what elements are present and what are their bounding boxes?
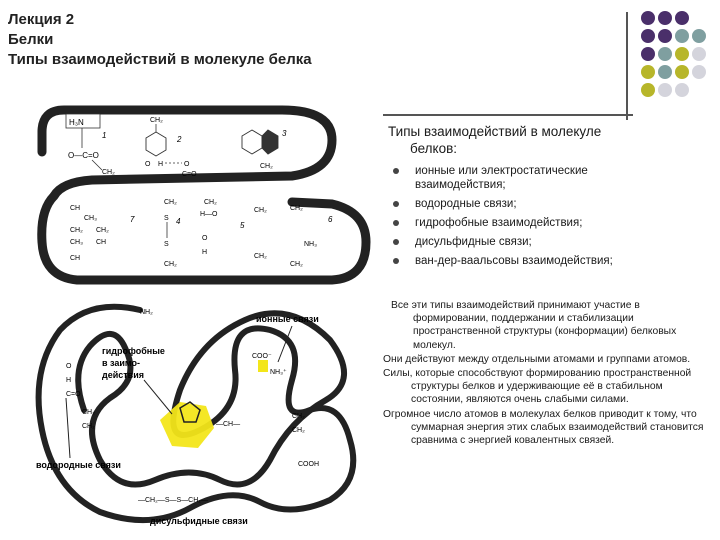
decor-dot (641, 83, 655, 97)
bullet-icon (393, 239, 399, 245)
list-item: дисульфидные связи; (393, 235, 693, 249)
decor-vertical-line (626, 12, 628, 120)
decor-dot (641, 65, 655, 79)
svg-text:O: O (184, 161, 190, 168)
svg-text:7: 7 (130, 215, 135, 224)
svg-text:NH₃: NH₃ (304, 241, 317, 248)
decor-dot (675, 83, 689, 97)
svg-text:CH₂: CH₂ (150, 117, 163, 124)
protein-interactions-diagram (32, 92, 372, 287)
svg-text:CH₃: CH₃ (70, 239, 83, 246)
decor-horizontal-line (383, 114, 633, 116)
decor-dot (675, 11, 689, 25)
svg-text:5: 5 (240, 221, 245, 230)
svg-text:6: 6 (328, 215, 333, 224)
label-disulfide-bonds: дисульфидные связи (150, 516, 248, 526)
svg-text:H: H (66, 377, 72, 384)
svg-text:COO⁻: COO⁻ (252, 353, 272, 360)
list-item: гидрофобные взаимодействия; (393, 216, 693, 230)
svg-text:—CH—: —CH— (216, 421, 241, 428)
svg-text:H: H (158, 161, 164, 168)
svg-text:CH₂: CH₂ (82, 423, 95, 430)
svg-text:CH₃: CH₃ (84, 215, 97, 222)
svg-text:CH₂: CH₂ (290, 261, 303, 268)
bullet-icon (393, 220, 399, 226)
svg-text:S: S (164, 241, 169, 248)
title-line-topic: Типы взаимодействий в молекуле белка (8, 51, 312, 68)
decor-dot (641, 29, 655, 43)
decor-dot (675, 65, 689, 79)
decor-dot (692, 29, 706, 43)
svg-text:CH₂: CH₂ (164, 199, 177, 206)
svg-text:S: S (164, 215, 169, 222)
slide-title (8, 10, 312, 70)
interaction-types-list (393, 164, 693, 273)
decor-dot (675, 29, 689, 43)
svg-text:C=O: C=O (182, 171, 197, 178)
svg-text:C=O: C=O (66, 391, 81, 398)
decor-dot (658, 11, 672, 25)
label-ionic-bonds: ионные связи (256, 314, 319, 324)
paragraph: Они действуют между отдельными атомами и группами атомов. (383, 353, 691, 365)
svg-text:—CH₂—S—S—CH₂—: —CH₂—S—S—CH₂— (138, 497, 208, 504)
svg-text:CH: CH (70, 205, 81, 212)
label-hydrogen-bonds: водородные связи (36, 460, 121, 470)
svg-text:CH₂: CH₂ (290, 205, 303, 212)
decor-dot (675, 47, 689, 61)
svg-text:O: O (66, 363, 72, 370)
decor-dot-grid (640, 10, 720, 110)
svg-text:CH₂: CH₂ (102, 169, 115, 176)
svg-text:CH₂: CH₂ (164, 261, 177, 268)
svg-text:O—C=O: O—C=O (68, 151, 99, 160)
explanation-text (383, 299, 713, 448)
svg-text:O: O (145, 161, 151, 168)
svg-text:CH₂: CH₂ (82, 409, 95, 416)
svg-text:CH₂: CH₂ (292, 413, 305, 420)
bullet-icon (393, 258, 399, 264)
decor-dot (641, 47, 655, 61)
svg-text:CH₂: CH₂ (70, 227, 83, 234)
list-item: ионные или электростатические взаимодействия; (393, 164, 693, 192)
section-heading: Типы взаимодействий в молекуле белков: (388, 124, 602, 156)
decor-dot (658, 83, 672, 97)
bullet-icon (393, 168, 399, 174)
paragraph: Все эти типы взаимодействий принимают участие в формировании, поддержании и стабилизации пространственной структуры (конформации) белковых молекул. (391, 300, 677, 351)
svg-text:CH₂: CH₂ (204, 199, 217, 206)
svg-text:в заимо-: в заимо- (102, 358, 140, 368)
bullet-icon (393, 201, 399, 207)
svg-text:2: 2 (177, 135, 182, 144)
svg-text:действия: действия (102, 370, 144, 380)
svg-text:NH₃⁺: NH₃⁺ (270, 369, 287, 376)
svg-text:H—O: H—O (200, 211, 218, 218)
svg-text:CH₂: CH₂ (254, 207, 267, 214)
title-line-proteins: Белки (8, 31, 54, 48)
svg-text:CH₂: CH₂ (254, 253, 267, 260)
list-item: ван-дер-ваальсовы взаимодействия; (393, 254, 693, 268)
paragraph: Огромное число атомов в молекулах белков приводит к тому, что суммарная энергия этих слабых взаимодействий становится сравнима с энергией ковалентных связей. (383, 408, 704, 447)
decor-dot (692, 47, 706, 61)
svg-text:CH₂: CH₂ (96, 227, 109, 234)
decor-dot (658, 47, 672, 61)
svg-text:H₃N: H₃N (69, 118, 84, 127)
protein-folding-diagram (30, 290, 375, 535)
decor-dot (658, 29, 672, 43)
svg-text:гидрофобные: гидрофобные (102, 346, 165, 356)
svg-text:CH: CH (70, 255, 81, 262)
svg-text:CH: CH (96, 239, 107, 246)
svg-text:H: H (202, 249, 208, 256)
title-line-lecture: Лекция 2 (8, 11, 75, 28)
decor-dot (641, 11, 655, 25)
paragraph: Силы, которые способствуют формированию пространственной структуры белков и удерживающие её в стабильном состоянии, являются очень слабыми силами. (383, 368, 692, 406)
list-item: водородные связи; (393, 197, 693, 211)
svg-text:NH₂: NH₂ (140, 309, 153, 316)
decor-dot (658, 65, 672, 79)
svg-text:3: 3 (282, 129, 287, 138)
svg-text:O: O (202, 235, 208, 242)
svg-text:CH₂: CH₂ (292, 427, 305, 434)
svg-text:CH₂: CH₂ (260, 163, 273, 170)
svg-text:1: 1 (102, 131, 107, 140)
svg-text:4: 4 (176, 217, 181, 226)
decor-dot (692, 65, 706, 79)
svg-text:COOH: COOH (298, 461, 319, 468)
